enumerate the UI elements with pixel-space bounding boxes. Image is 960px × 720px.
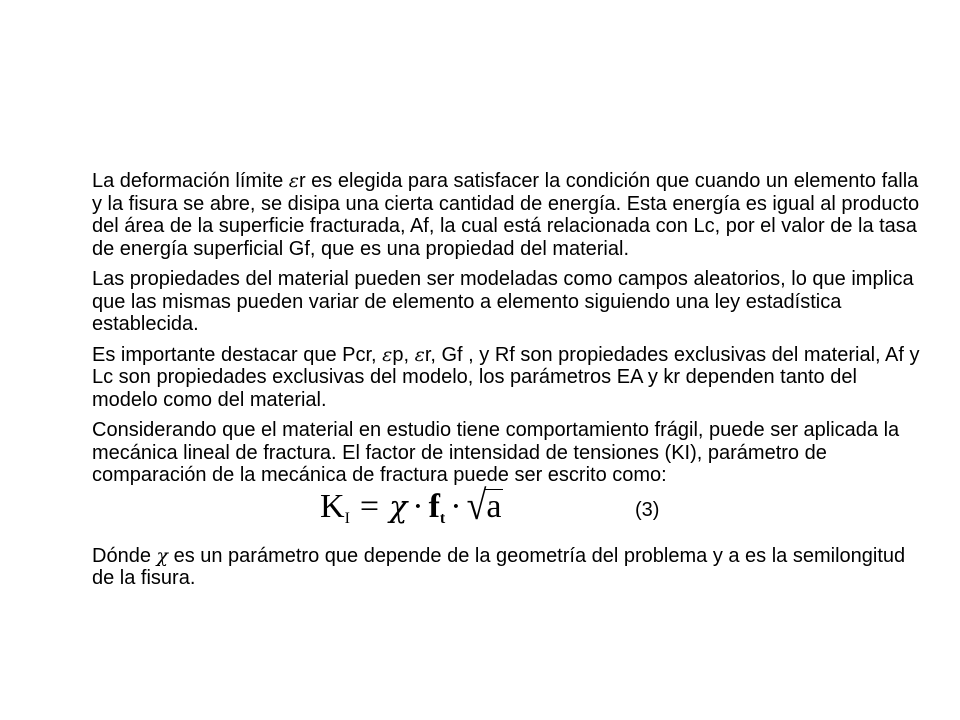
eq-f: f — [428, 487, 440, 525]
eq-k-sub: I — [344, 509, 350, 527]
text-segment: p, — [392, 343, 415, 366]
text-segment: r es elegida para satisfacer la condición que cuando un elemento falla y la fisura se abre, se disipa una cierta cantidad de energía. Esta energía es igual al producto del área de la superficie fracturada, Af, la cual está relacionada con Lc, por el valor de la tasa de energía superficial Gf, que es una propiedad del material. — [92, 170, 920, 260]
paragraph-deformacion — [92, 170, 922, 260]
eq-equals: = — [359, 487, 380, 525]
text-segment: La deformación límite — [92, 170, 289, 192]
paragraph-importante — [92, 344, 922, 412]
eq-f-sub: t — [439, 509, 446, 527]
eq-k: K — [320, 487, 345, 525]
slide-body — [92, 170, 922, 598]
chi-symbol: χ — [156, 544, 169, 567]
eq-dot: · — [412, 487, 424, 525]
eq-dot: · — [450, 487, 462, 525]
equation-number: (3) — [635, 498, 660, 521]
eq-radicand: a — [486, 487, 502, 525]
stress-intensity-equation — [320, 481, 503, 539]
paragraph-propiedades — [92, 268, 922, 336]
epsilon-symbol: ε — [382, 343, 393, 366]
text-segment: Es importante destacar que Pcr, — [92, 343, 383, 366]
sqrt-icon: √ — [466, 481, 487, 528]
paragraph-donde — [92, 545, 922, 590]
paragraph-considerando — [92, 419, 922, 487]
text-segment: Considerando que el material en estudio tiene comportamiento frágil, puede ser aplicada la mecánica lineal de fractura. El factor de intensidad de tensiones (KI), parámetro de comparación de la mecánica de fractura puede ser escrito como: — [92, 419, 900, 486]
text-segment: Las propiedades del material pueden ser modeladas como campos aleatorios, lo que implica que las mismas pueden variar de elemento a elemento siguiendo una ley estadística establecida. — [92, 268, 914, 335]
text-segment: r, Gf , y Rf son propiedades exclusivas del material, Af y Lc son propiedades exclusivas del modelo, los parámetros EA y kr dependen tanto del modelo como del material. — [92, 343, 920, 411]
text-segment: es un parámetro que depende de la geometría del problema y a es la semilongitud de la fisura. — [92, 544, 906, 589]
equation-row — [92, 481, 922, 545]
epsilon-symbol: ε — [288, 170, 299, 192]
text-segment: Dónde — [92, 544, 157, 567]
eq-chi: χ — [389, 489, 408, 525]
epsilon-symbol: ε — [414, 343, 425, 366]
